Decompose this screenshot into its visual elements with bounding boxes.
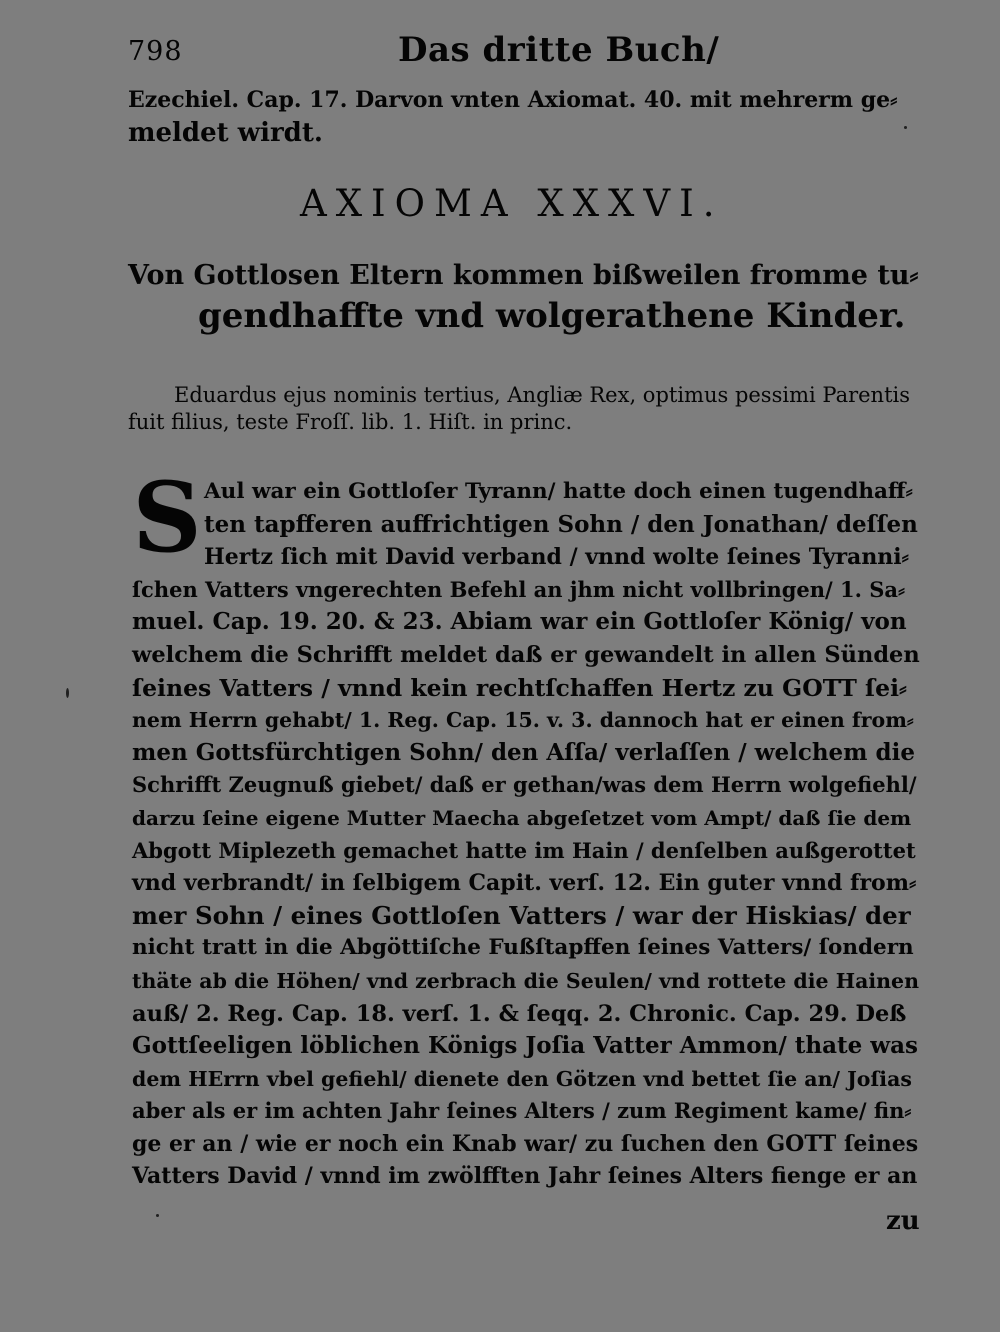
axioma-heading: AXIOMA XXXVI.: [300, 182, 724, 225]
body-line: nicht tratt in die Abgöttiſche Fußſtapffen ſeines Vatters/ ſondern: [132, 935, 914, 961]
body-line: mer Sohn / eines Gottloſen Vatters / war der Hiskias/ der: [132, 900, 911, 930]
running-title: Das dritte Buch/: [398, 30, 720, 70]
body-line: nem Herrn gehabt/ 1. Reg. Cap. 15. v. 3. dannoch hat er einen from⸗: [132, 708, 914, 733]
text-line: meldet wirdt.: [128, 118, 323, 148]
text-line: Ezechiel. Cap. 17. Darvon vnten Axiomat. 40. mit mehrerm ge⸗: [128, 87, 898, 113]
body-line: ten tapfferen auffrichtigen Sohn / den Jonathan/ deſſen: [204, 510, 918, 538]
body-line: thäte ab die Höhen/ vnd zerbrach die Seulen/ vnd rottete die Hainen: [132, 968, 919, 993]
body-line: auß/ 2. Reg. Cap. 18. verſ. 1. & ſeqq. 2. Chronic. Cap. 29. Deß: [132, 1000, 907, 1027]
page-number: 798: [128, 36, 183, 67]
ink-speck: [66, 688, 69, 698]
ink-speck: [904, 126, 907, 129]
body-line: dem HErrn vbel gefiehl/ dienete den Götzen vnd bettet ſie an/ Joſias: [132, 1066, 912, 1091]
drop-cap-initial: S: [132, 461, 202, 574]
latin-note: [128, 382, 918, 436]
body-line: Schrifft Zeugnuß giebet/ daß er gethan/was dem Herrn wolgefiehl/: [132, 772, 917, 798]
body-line: vnd verbrandt/ in ſelbigem Capit. verſ. 12. Ein guter vnnd from⸗: [132, 870, 917, 897]
body-line: ge er an / wie er noch ein Knab war/ zu ſuchen den GOTT ſeines: [132, 1130, 919, 1157]
body-line: Gottſeeligen löblichen Königs Joſia Vatter Ammon/ thate was: [132, 1032, 918, 1060]
body-line: men Gottsfürchtigen Sohn/ den Aſſa/ verlaſſen / welchem die: [132, 738, 915, 766]
continuation-text: [128, 84, 908, 150]
page-header: [128, 30, 828, 80]
body-line: ſchen Vatters vngerechten Befehl an jhm nicht vollbringen/ 1. Sa⸗: [132, 576, 906, 602]
catchword: zu: [886, 1206, 920, 1236]
body-line: Hertz ſich mit David verband / vnnd wolte ſeines Tyranni⸗: [204, 544, 909, 571]
axioma-title-line: Von Gottlosen Eltern kommen bißweilen fromme tu⸗: [128, 260, 919, 291]
axioma-title: [128, 256, 918, 336]
body-text: [132, 476, 922, 1193]
body-line: Aul war ein Gottloſer Tyrann/ hatte doch einen tugendhaff⸗: [204, 479, 913, 504]
latin-note-line: fuit filius, teste Froſſ. lib. 1. Hiſt. in princ.: [128, 410, 573, 434]
body-line: Abgott Miplezeth gemachet hatte im Hain / denſelben außgerottet: [132, 837, 916, 863]
body-line: welchem die Schrifft meldet daß er gewandelt in allen Sünden: [132, 641, 920, 668]
body-line: ſeines Vatters / vnnd kein rechtſchaffen Hertz zu GOTT ſei⸗: [132, 673, 907, 702]
body-line: darzu ſeine eigene Mutter Maecha abgeſetzet vom Ampt/ daß ſie dem: [132, 805, 912, 830]
ink-speck: [156, 1214, 159, 1217]
body-line: aber als er im achten Jahr ſeines Alters / zum Regiment kame/ fin⸗: [132, 1098, 912, 1124]
latin-note-line: Eduardus ejus nominis tertius, Angliæ Rex, optimus pessimi Parentis: [174, 383, 911, 407]
axioma-title-line: gendhaffte vnd wolgerathene Kinder.: [198, 296, 906, 336]
body-line: Vatters David / vnnd im zwölfften Jahr ſeines Alters fienge er an: [132, 1163, 918, 1190]
body-line: muel. Cap. 19. 20. & 23. Abiam war ein Gottloſer König/ von: [132, 608, 907, 636]
